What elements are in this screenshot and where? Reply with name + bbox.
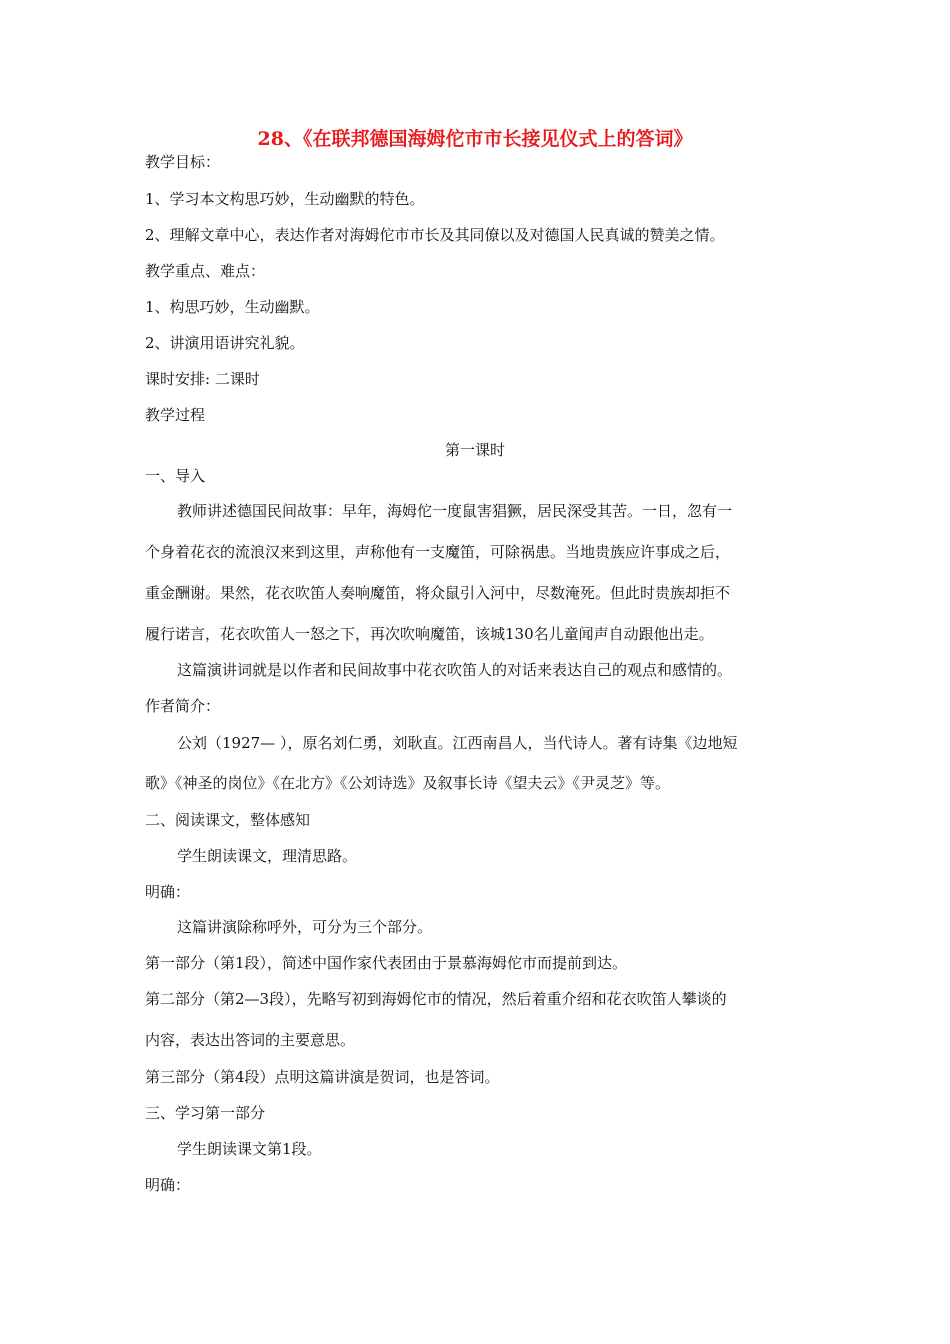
document-title: 28、《在联邦德国海姆佗市市长接见仪式上的答词》 bbox=[257, 128, 693, 150]
author-paragraph-line: 公刘（1927— ），原名刘仁勇，刘耿直。江西南昌人，当代诗人。著有诗集《边地短 bbox=[177, 734, 738, 752]
section-heading-process: 教学过程 bbox=[145, 406, 206, 424]
step-heading-part-one: 三、学习第一部分 bbox=[145, 1104, 266, 1122]
step-heading-reading: 二、阅读课文，整体感知 bbox=[145, 811, 311, 829]
schedule-line: 课时安排: 二课时 bbox=[145, 370, 260, 388]
key-point-item-2: 2、讲演用语讲究礼貌。 bbox=[145, 334, 305, 352]
story-paragraph-line: 个身着花衣的流浪汉来到这里，声称他有一支魔笛，可除祸患。当地贵族应许事成之后， bbox=[145, 543, 731, 561]
reading-instruction-paragraph-1: 学生朗读课文第1段。 bbox=[177, 1140, 322, 1158]
structure-intro: 这篇讲演除称呼外，可分为三个部分。 bbox=[177, 918, 433, 936]
key-point-item-1: 1、构思巧妙，生动幽默。 bbox=[145, 298, 320, 316]
structure-part-1: 第一部分（第1段），简述中国作家代表团由于景慕海姆佗市而提前到达。 bbox=[145, 954, 628, 972]
clarify-label: 明确： bbox=[145, 1176, 191, 1194]
story-paragraph-line: 教师讲述德国民间故事：早年，海姆佗一度鼠害猖獗，居民深受其苦。一日，忽有一 bbox=[177, 502, 733, 520]
step-heading-intro: 一、导入 bbox=[145, 467, 206, 485]
structure-part-2-continued: 内容，表达出答词的主要意思。 bbox=[145, 1031, 356, 1049]
objective-item-1: 1、学习本文构思巧妙，生动幽默的特色。 bbox=[145, 190, 425, 208]
lesson-heading: 第一课时 bbox=[444, 441, 505, 459]
reading-instruction: 学生朗读课文，理清思路。 bbox=[177, 847, 358, 865]
section-heading-objectives: 教学目标： bbox=[145, 153, 221, 171]
clarify-label: 明确： bbox=[145, 883, 191, 901]
story-paragraph-line: 重金酬谢。果然，花衣吹笛人奏响魔笛，将众鼠引入河中，尽数淹死。但此时贵族却拒不 bbox=[145, 584, 731, 602]
objective-item-2: 2、理解文章中心，表达作者对海姆佗市市长及其同僚以及对德国人民真诚的赞美之情。 bbox=[145, 226, 725, 244]
section-heading-key-points: 教学重点、难点： bbox=[145, 262, 266, 280]
section-heading-author: 作者简介： bbox=[145, 697, 221, 715]
author-paragraph-line: 歌》《神圣的岗位》《在北方》《公刘诗选》及叙事长诗《望夫云》《尹灵芝》等。 bbox=[145, 774, 671, 792]
structure-part-3: 第三部分（第4段）点明这篇讲演是贺词，也是答词。 bbox=[145, 1068, 500, 1086]
story-paragraph-line: 履行诺言，花衣吹笛人一怒之下，再次吹响魔笛，该城130名儿童闻声自动跟他出走。 bbox=[145, 625, 714, 643]
speech-summary-line: 这篇演讲词就是以作者和民间故事中花衣吹笛人的对话来表达自己的观点和感情的。 bbox=[177, 661, 733, 679]
structure-part-2: 第二部分（第2—3段），先略写初到海姆佗市的情况，然后着重介绍和花衣吹笛人攀谈的 bbox=[145, 990, 727, 1008]
